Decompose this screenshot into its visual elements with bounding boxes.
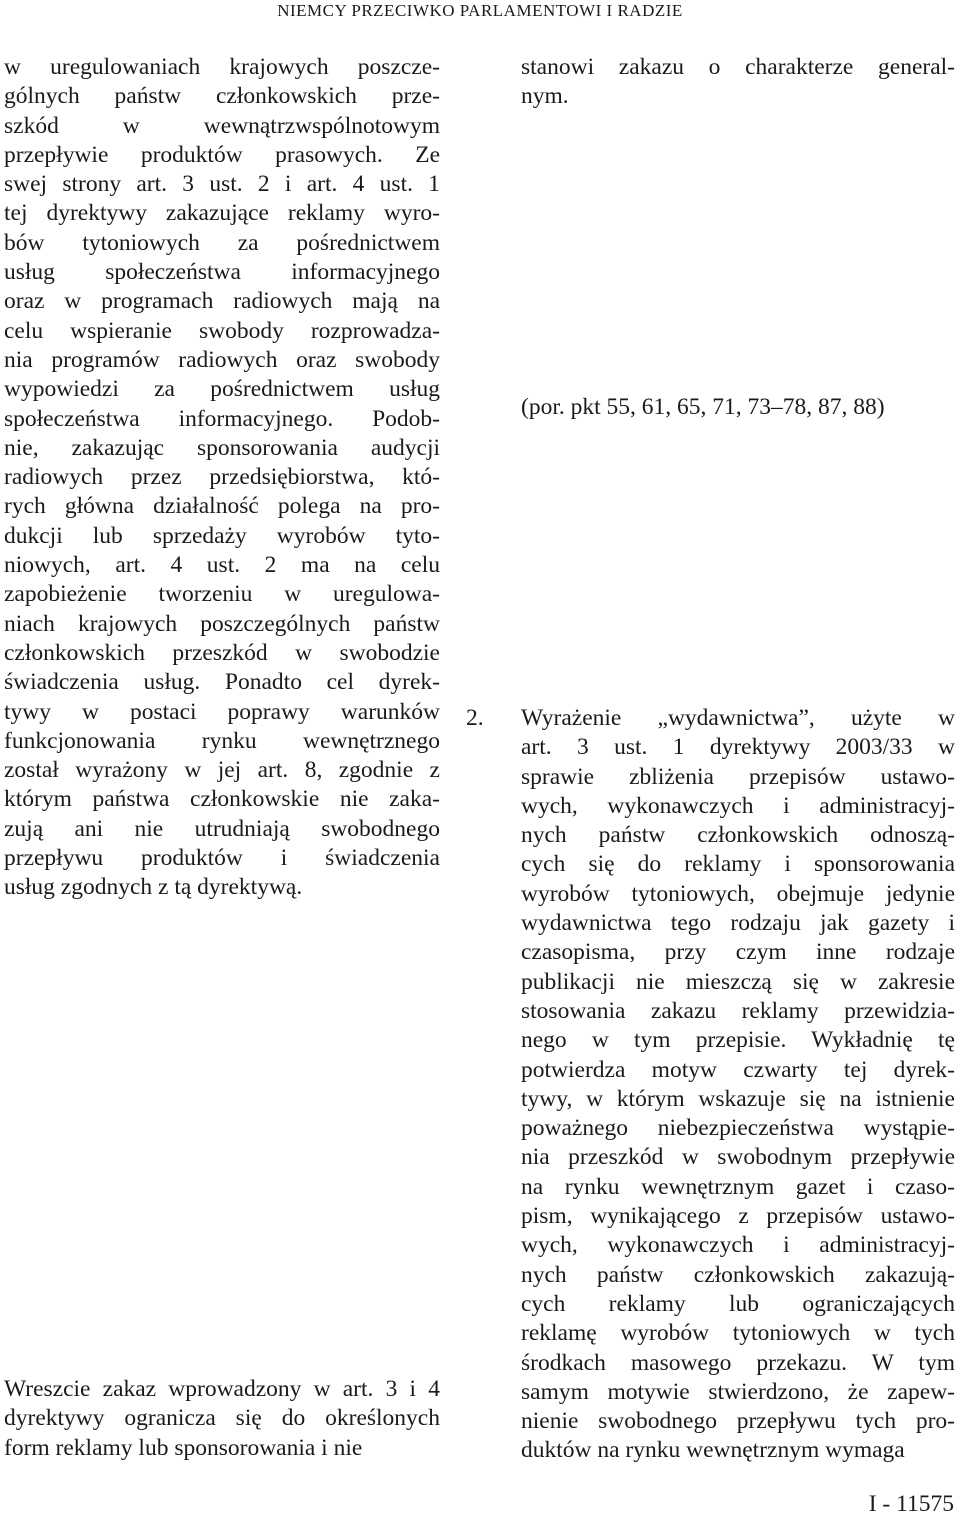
right-paragraph-2 [521, 704, 955, 1466]
text-line: oraz w programach radiowych mają na [4, 288, 440, 315]
text-line: duktów na rynku wewnętrznym wymaga [521, 1437, 905, 1464]
text-line: nia programów radiowych oraz swobody [4, 346, 440, 373]
citation-text: (por. pkt 55, 61, 65, 71, 73–78, 87, 88) [521, 394, 885, 420]
text-line: przepływie produktów prasowych. Ze [4, 141, 440, 168]
text-line: sprawie zbliżenia przepisów ustawo- [521, 763, 955, 790]
text-line: gólnych państw członkowskich prze- [4, 83, 440, 110]
text-line: swej strony art. 3 ust. 2 i art. 4 ust. 1 [4, 171, 440, 198]
text-line: dyrektywy ogranicza się do określonych [4, 1405, 440, 1432]
text-line: na rynku wewnętrznym gazet i czaso- [521, 1173, 955, 1200]
text-line: nych państw członkowskich zakazują- [521, 1261, 955, 1288]
text-line: społeczeństwa informacyjnego. Podob- [4, 405, 440, 432]
text-line: cych reklamy lub ograniczających [521, 1290, 955, 1317]
text-line: radiowych przez przedsiębiorstwa, któ- [4, 464, 440, 491]
left-paragraph-2 [4, 1375, 440, 1463]
text-line: niach krajowych poszczególnych państw [4, 610, 440, 637]
text-line: samym motywie stwierdzono, że zapew- [521, 1378, 955, 1405]
text-line: nia przeszkód w swobodnym przepływie [521, 1144, 955, 1171]
left-paragraph-1 [4, 53, 440, 903]
text-line: którym państwa członkowskie nie zaka- [4, 786, 440, 813]
text-line: potwierdza motyw czwarty tej dyrek- [521, 1056, 955, 1083]
text-line: w uregulowaniach krajowych poszcze- [4, 54, 440, 80]
text-line: został wyrażony w jej art. 8, zgodnie z [4, 757, 440, 784]
text-line: wydawnictwa tego rodzaju jak gazety i [521, 910, 955, 937]
text-line: pism, wynikającego z przepisów ustawo- [521, 1203, 955, 1230]
text-line: celu wspieranie swobody rozprowadza- [4, 317, 440, 344]
text-line: zapobieżenie tworzeniu w uregulowa- [4, 581, 440, 608]
text-line: tywy, w którym wskazuje się na istnienie [521, 1085, 955, 1112]
text-line: nienie swobodnego przepływu tych pro- [521, 1408, 955, 1435]
text-line: nych państw członkowskich odnoszą- [521, 822, 955, 849]
text-line: stanowi zakazu o charakterze general- [521, 54, 955, 80]
page-number: I - 11575 [868, 1491, 954, 1517]
text-line: art. 3 ust. 1 dyrektywy 2003/33 w [521, 734, 955, 761]
text-line: usług społeczeństwa informacyjnego [4, 259, 440, 286]
text-line: form reklamy lub sponsorowania i nie [4, 1434, 363, 1461]
text-line: czasopisma, przy czym inne rodzaje [521, 939, 955, 966]
text-line: publikacji nie mieszczą się w zakresie [521, 968, 955, 995]
text-line: wypowiedzi za pośrednictwem usług [4, 376, 440, 403]
text-line: dukcji lub sprzedaży wyrobów tyto- [4, 522, 440, 549]
text-line: członkowskich przeszkód w swobodzie [4, 639, 440, 666]
text-line: Wyrażenie „wydawnictwa”, użyte w [521, 705, 955, 731]
right-paragraph-1 [521, 53, 955, 112]
text-line: usług zgodnych z tą dyrektywą. [4, 874, 303, 901]
running-head: NIEMCY PRZECIWKO PARLAMENTOWI I RADZIE [277, 1, 683, 20]
text-line: tywy w postaci poprawy warunków [4, 698, 440, 725]
text-line: bów tytoniowych za pośrednictwem [4, 229, 440, 256]
text-line: zują ani nie utrudniają swobodnego [4, 815, 440, 842]
text-line: wyrobów tytoniowych, obejmuje jedynie [521, 880, 955, 907]
text-line: szkód w wewnątrzwspólnotowym [4, 112, 440, 139]
text-line: nym. [521, 83, 569, 110]
text-line: wych, wykonawczych i administracyj- [521, 792, 955, 819]
item-number: 2. [466, 705, 484, 731]
text-line: cych się do reklamy i sponsorowania [521, 851, 955, 878]
text-line: poważnego niebezpieczeństwa wystąpie- [521, 1115, 955, 1142]
text-line: środkach masowego przekazu. W tym [521, 1349, 955, 1376]
citation [521, 393, 955, 422]
text-line: reklamę wyrobów tytoniowych w tych [521, 1320, 955, 1347]
text-line: tej dyrektywy zakazujące reklamy wyro- [4, 200, 440, 227]
text-line: nego w tym przepisie. Wykładnię tę [521, 1027, 955, 1054]
text-line: nie, zakazując sponsorowania audycji [4, 434, 440, 461]
text-line: stosowania zakazu reklamy przewidzia- [521, 997, 955, 1024]
text-line: Wreszcie zakaz wprowadzony w art. 3 i 4 [4, 1376, 440, 1402]
text-line: przepływu produktów i świadczenia [4, 845, 440, 872]
text-line: wych, wykonawczych i administracyj- [521, 1232, 955, 1259]
text-line: funkcjonowania rynku wewnętrznego [4, 727, 440, 754]
text-line: rych główna działalność polega na pro- [4, 493, 440, 520]
text-line: świadczenia usług. Ponadto cel dyrek- [4, 669, 440, 696]
text-line: niowych, art. 4 ust. 2 ma na celu [4, 552, 440, 579]
